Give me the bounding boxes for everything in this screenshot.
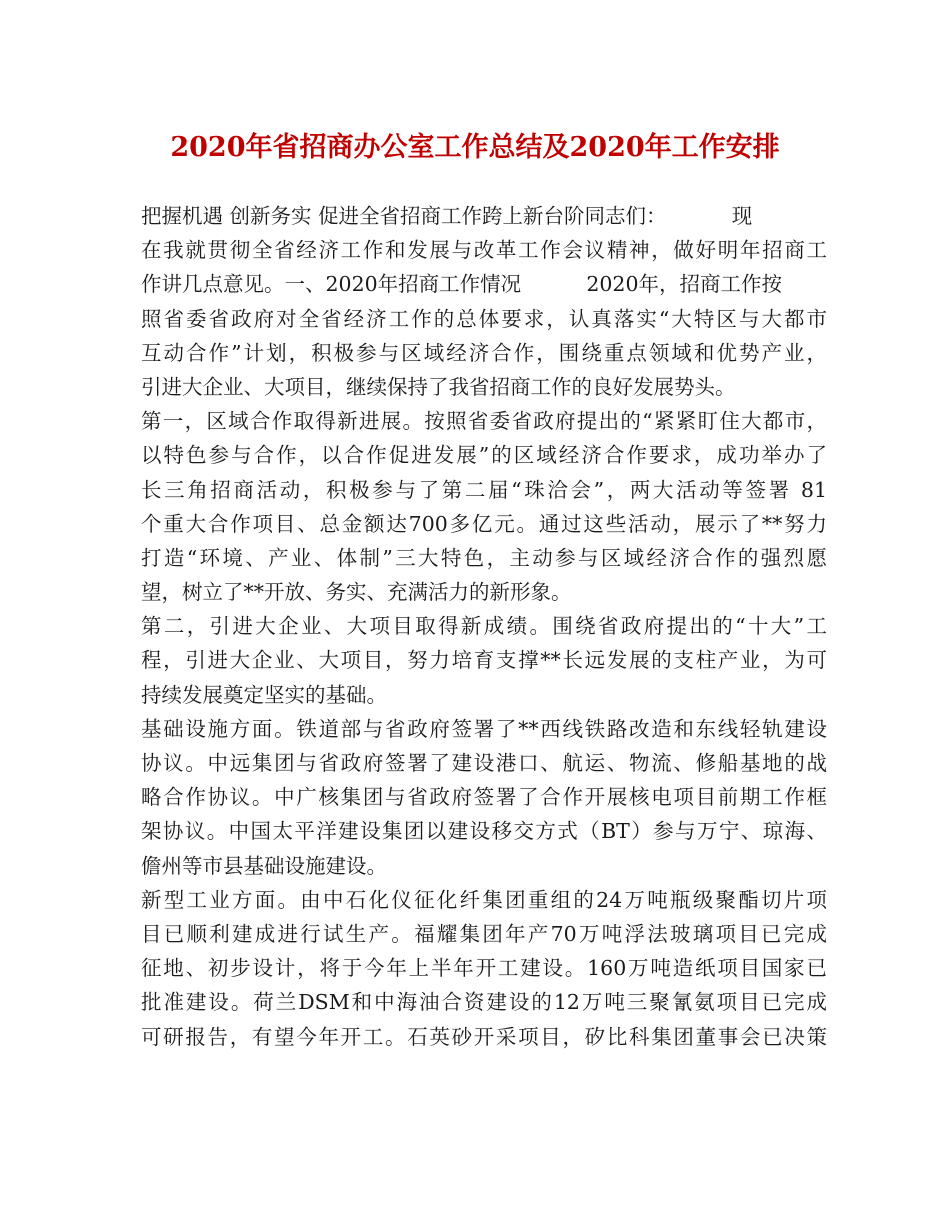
body-line: 目已顺利建成进行试生产。福耀集团年产70万吨浮法玻璃项目已完成 <box>141 921 827 946</box>
body-line: 程，引进大企业、大项目，努力培育支撑**长远发展的支柱产业，为可 <box>141 648 827 673</box>
body-line: 征地、初步设计，将于今年上半年开工建设。160万吨造纸项目国家已 <box>141 956 827 981</box>
body-line: 望，树立了**开放、务实、充满活力的新形象。 <box>141 580 572 605</box>
body-line: 新型工业方面。由中石化仪征化纤集团重组的24万吨瓶级聚酯切片项 <box>141 887 827 912</box>
document-title: 2020年省招商办公室工作总结及2020年工作安排 <box>170 132 780 163</box>
body-line: 长三角招商活动，积极参与了第二届“珠洽会”，两大活动等签署 81 <box>141 477 827 502</box>
document-body <box>141 199 827 1054</box>
body-line: 略合作协议。中广核集团与省政府签署了合作开展核电项目前期工作框 <box>141 785 827 810</box>
body-line: 架协议。中国太平洋建设集团以建设移交方式（BT）参与万宁、琼海、 <box>141 819 827 844</box>
body-line: 作讲几点意见。一、2020年招商工作情况 2020年，招商工作按 <box>141 272 783 297</box>
body-line: 引进大企业、大项目，继续保持了我省招商工作的良好发展势头。 <box>141 374 736 399</box>
body-line: 可研报告，有望今年开工。石英砂开采项目，矽比科集团董事会已决策 <box>141 1024 827 1049</box>
body-line: 照省委省政府对全省经济工作的总体要求，认真落实“大特区与大都市 <box>141 306 827 331</box>
body-line: 协议。中远集团与省政府签署了建设港口、航运、物流、修船基地的战 <box>141 751 827 775</box>
body-line: 批准建设。荷兰DSM和中海油合资建设的12万吨三聚氰氨项目已完成 <box>141 990 827 1015</box>
body-line: 第二，引进大企业、大项目取得新成绩。围绕省政府提出的“十大”工 <box>141 614 827 639</box>
body-line: 互动合作”计划，积极参与区域经济合作，围绕重点领域和优势产业， <box>141 340 827 365</box>
body-line: 基础设施方面。铁道部与省政府签署了**西线铁路改造和东线轻轨建设 <box>141 716 827 741</box>
body-line: 个重大合作项目、总金额达700多亿元。通过这些活动，展示了**努力 <box>141 511 827 536</box>
body-line: 打造“环境、产业、体制”三大特色，主动参与区域经济合作的强烈愿 <box>141 545 827 570</box>
body-line: 儋州等市县基础设施建设。 <box>141 853 387 878</box>
body-line: 把握机遇 创新务实 促进全省招商工作跨上新台阶同志们： 现 <box>141 204 753 228</box>
body-line: 持续发展奠定坚实的基础。 <box>141 682 387 707</box>
body-line: 以特色参与合作，以合作促进发展”的区域经济合作要求，成功举办了 <box>141 443 827 468</box>
body-line: 第一，区域合作取得新进展。按照省委省政府提出的“紧紧盯住大都市， <box>141 409 827 434</box>
body-line: 在我就贯彻全省经济工作和发展与改革工作会议精神，做好明年招商工 <box>141 238 827 263</box>
